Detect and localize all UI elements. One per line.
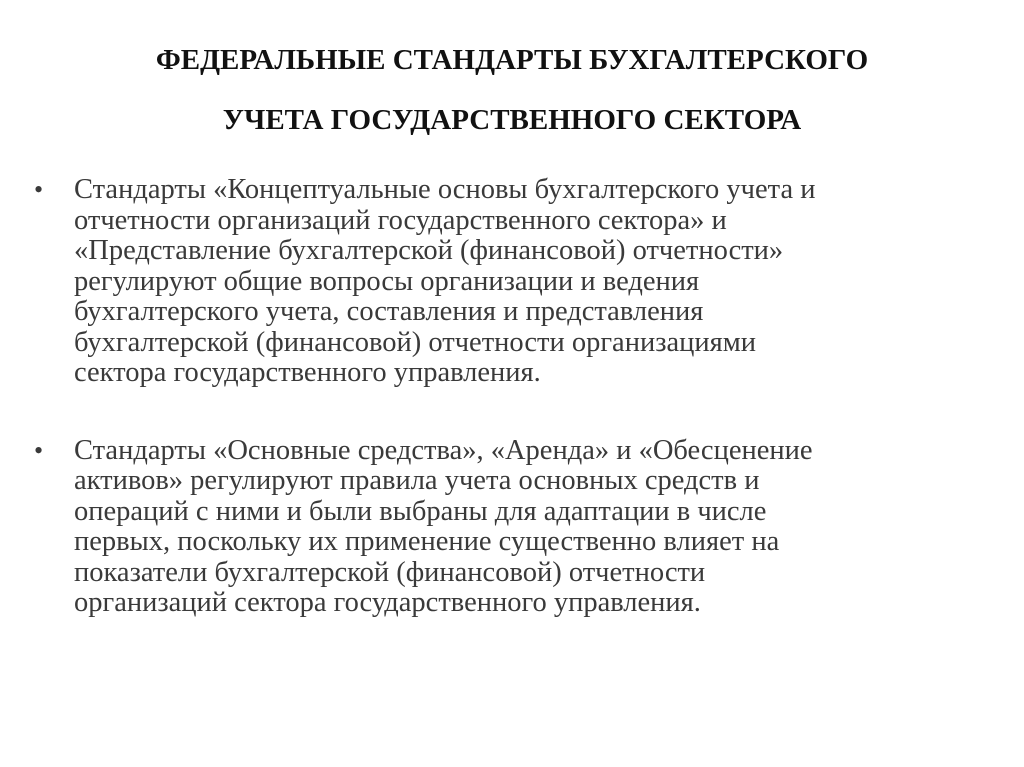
slide-title-line-1: ФЕДЕРАЛЬНЫЕ СТАНДАРТЫ БУХГАЛТЕРСКОГО	[155, 44, 869, 76]
bullet-item-2	[34, 436, 994, 619]
slide-title-line-2: УЧЕТА ГОСУДАРСТВЕННОГО СЕКТОРА	[222, 104, 802, 136]
bullet-list	[34, 175, 994, 619]
bullet-item-1	[34, 175, 994, 389]
bullet-marker: •	[34, 435, 44, 465]
bullet-marker: •	[34, 175, 44, 204]
bullet-text-2: Стандарты «Основные средства», «Аренда» и «Обесценение активов» регулируют правила учета основных средств и операций с ними и были выбраны для адаптации в числе первых, поскольку их применение существенно влияет на показатели бухгалтерской (финансовой) отчетности организаций сектора государственного управления.	[74, 434, 813, 618]
bullet-text-1: Стандарты «Концептуальные основы бухгалтерского учета и отчетности организаций государственного сектора» и «Представление бухгалтерской (финансовой) отчетности» регулируют общие вопросы организации и ведения бухгалтерского учета, составления и представления бухгалтерской (финансовой) отчетности организациями сектора государственного управления.	[74, 174, 816, 388]
